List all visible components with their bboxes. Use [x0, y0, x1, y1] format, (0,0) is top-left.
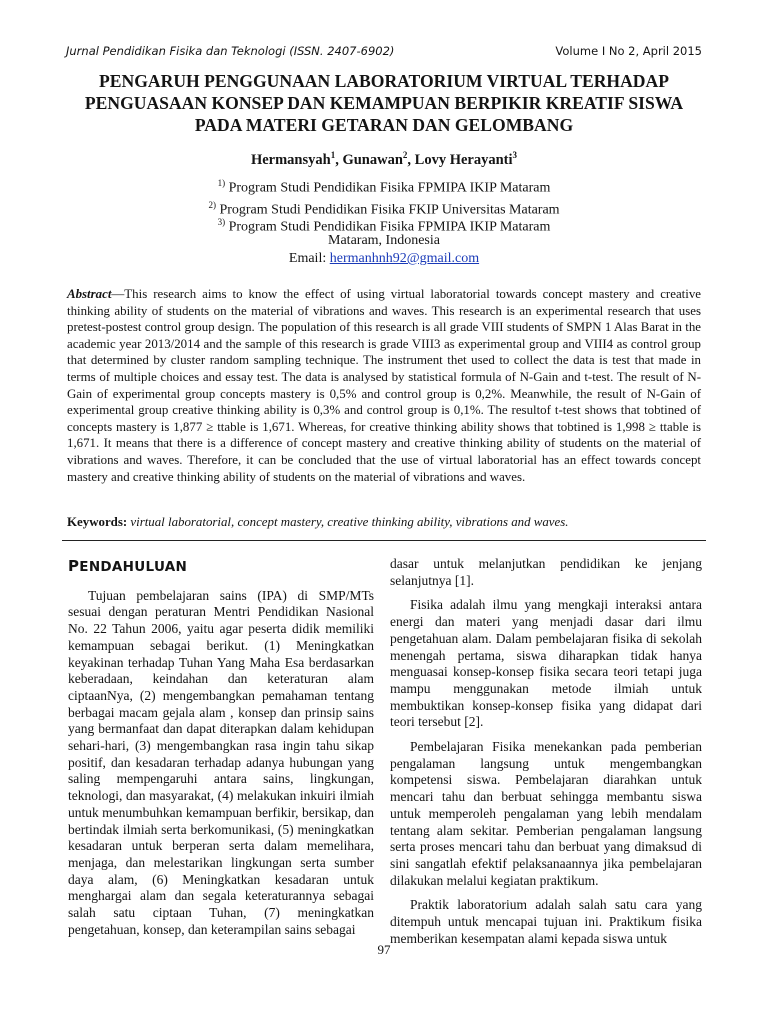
paper-title: PENGARUH PENGGUNAAN LABORATORIUM VIRTUAL TERHADAP PENGUASAAN KONSEP DAN KEMAMPUAN BERPIKIR KREATIF SISWA PADA MATERI GETARAN DAN GELOMBANG [84, 71, 684, 135]
abstract-text: —This research aims to know the effect of using virtual laboratorial towards concept mastery and creative thinking ability of students on the material of vibrations and waves. This research is an experimental research that uses pretest-postest control group design. The population of this research is all grade VIII students of SMPN 1 Alas Barat in the academic year 2013/2014 and the sample of this research is grade VIII3 as experimental group and VIII4 as control group that determined by cluster random sampling technique. The instrument thet used to collect the data is test that made in terms of multiple choices and essay test. The data is analysed by statistical formula of N-Gain and t-test. The result of N-Gain of experimental group concepts mastery is 0,5% and control group is 0,2%. Meanwhile, the result of N-Gain of experimental group creative thinking ability is 0,3% and control group is 0,1%. The resultof t-test shows that tobtined of concepts mastery is 1,877 ≥ ttable is 1,671. Whereas, for creative thinking ability shows that tobtined is 1,998 ≥ ttable is 1,671. It means that there is a difference of concept mastery and creative thinking ability of students on the material of vibrations and waves. Therefore, it can be concluded that the use of virtual laboratorial has an effect towards concept mastery and creative thinking ability of students on the material of vibrations and waves. [67, 287, 701, 484]
affiliation-text: Program Studi Pendidikan Fisika FPMIPA IKIP Mataram [228, 180, 551, 196]
section-rest: ENDAHULUAN [79, 559, 188, 575]
page-number: 97 [377, 942, 391, 957]
section-heading [68, 558, 374, 576]
paragraph: Fisika adalah ilmu yang mengkaji interaksi antara energi dan materi yang menjadi dasar dari ilmu pengetahuan alam. Dalam pembelajaran fisika di sekolah menengah pertama, siswa diharapkan tidak hanya menguasai konsep-konsep fisika secara teori tetapi juga mampu menggunakan metode ilmiah untuk membuktikan konsep-konsep fisika yang didapat dari teori tersebut [2]. [390, 597, 702, 730]
author-list: Hermansyah$^1$, Gunawan$^2$, Lovy Herayanti$^3$ [250, 150, 518, 168]
abstract-label: Abstract [67, 287, 112, 301]
paragraph: Tujuan pembelajaran sains (IPA) di SMP/MTs sesuai dengan peraturan Mentri Pendidikan Nasional No. 22 Tahun 2006, yaitu agar peserta didik memiliki kemampuan sebagai berikut. (1) Meningkatkan keyakinan terhadap Tuhan Yang Maha Esa berdasarkan keberadaan, keindahan dan keteraturan alam ciptaanNya, (2) mengembangkan pemahaman tentang berbagai macam gejala alam , konsep dan prinsip sains yang bermanfaat dan dapat diterapkan dalam kehidupan sehari-hari, (3) mengembangkan rasa ingin tahu sikap positif, dan kesadaran terhadap adanya hubungan yang saling mempengaruhi antara sains, lingkungan, teknologi, dan masyarakat, (4) melakukan inkuiri ilmiah untuk menumbuhkan kemampuan berfikir, bersikap, dan bertindak ilmiah serta berkomunikasi, (5) meningkatkan kesadaran untuk berperan serta dalam memelihara, menjaga, dan melestarikan lingkungan serta sumber daya alam, (6) Meningkatkan kesadaran untuk menghargai alam dan segala keteraturannya sebagai salah satu ciptaan Tuhan, (7) meningkatkan pengetahuan, konsep, dan keterampilan sains sebagai [68, 587, 374, 937]
divider [62, 540, 706, 541]
author-sup: 3 [512, 150, 518, 160]
affiliation-text: Program Studi Pendidikan Fisika FKIP Universitas Mataram [219, 202, 560, 218]
affiliation-sup: 3) [217, 217, 226, 227]
affiliation-sup: 2) [208, 200, 216, 210]
affiliation [0, 174, 768, 198]
section-initial: P [68, 557, 80, 575]
running-header [66, 44, 702, 64]
volume-info: Volume I No 2, April 2015 [555, 44, 702, 58]
author-sup: 2 [402, 150, 408, 160]
author-sup: 1 [330, 150, 336, 160]
paragraph: Praktik laboratorium adalah salah satu cara yang ditempuh untuk mencapai tujuan ini. Praktikum fisika memberikan kesempatan alami kepada siswa untuk [390, 897, 702, 946]
journal-name: Jurnal Pendidikan Fisika dan Teknologi (ISSN. 2407-6902) [66, 44, 395, 58]
abstract [67, 286, 701, 485]
right-column [390, 556, 702, 955]
author-name: Lovy Herayanti [414, 151, 513, 168]
email-link[interactable]: hermanhnh92@gmail.com [329, 251, 480, 266]
keywords-label: Keywords: [67, 515, 128, 529]
affiliation-sup: 1) [217, 178, 226, 188]
email-line [0, 250, 768, 268]
email-label: Email: [288, 251, 327, 266]
location: Mataram, Indonesia [328, 233, 440, 248]
left-column [68, 556, 374, 946]
keywords-text: virtual laboratorial, concept mastery, creative thinking ability, vibrations and waves. [130, 515, 569, 529]
author-name: Hermansyah [250, 151, 331, 168]
affiliation-text: Program Studi Pendidikan Fisika FPMIPA IKIP Mataram [228, 219, 551, 235]
paragraph: Pembelajaran Fisika menekankan pada pemberian pengalaman langsung untuk mengembangkan kompetensi siswa. Pembelajaran diarahkan untuk mencari tahu dan berbuat sehingga membantu siswa untuk memperoleh pengalaman yang lebih mendalam tentang alam sekitar. Pemberian pengalaman langsung serta proses mencari tahu dan berbuat yang dimaksud di sini sangatlah efektif pelaksanaannya jika pembelajaran dilakukan melalui kegiatan praktikum. [390, 739, 702, 888]
author-name: Gunawan [342, 151, 403, 168]
paragraph: dasar untuk melanjutkan pendidikan ke jenjang selanjutnya [1]. [390, 556, 702, 588]
keywords [67, 515, 701, 530]
